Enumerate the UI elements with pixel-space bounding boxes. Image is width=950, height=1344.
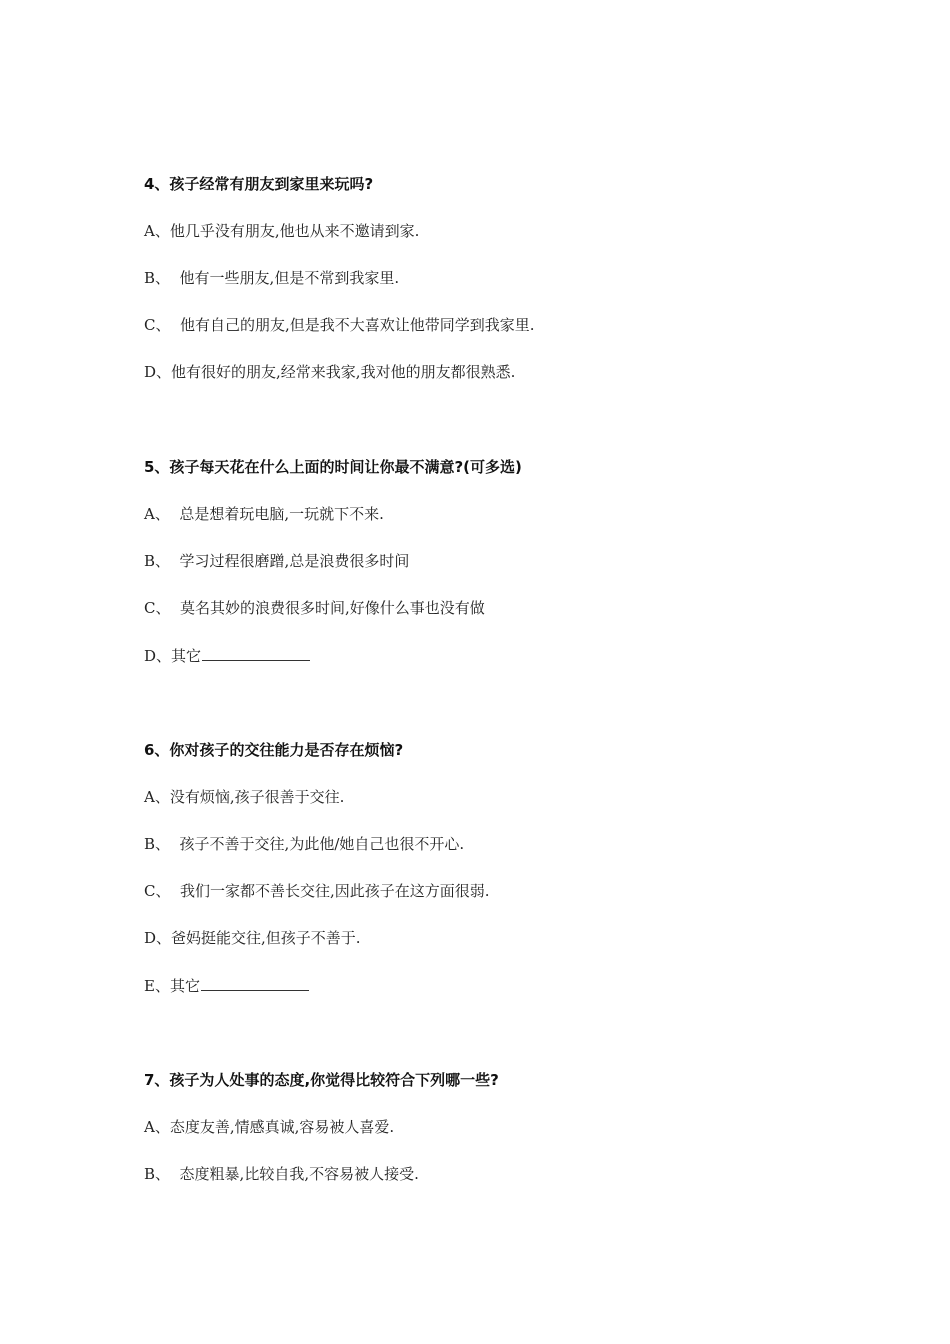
- question-4-title: 4、孩子经常有朋友到家里来玩吗?: [144, 175, 374, 193]
- question-7-option-b: B、 态度粗暴,比较自我,不容易被人接受.: [144, 1165, 419, 1183]
- question-5-option-d-label: D、其它: [144, 647, 202, 665]
- question-5-option-b: B、 学习过程很磨蹭,总是浪费很多时间: [144, 552, 410, 570]
- fill-in-blank-line: [202, 645, 310, 661]
- question-7-title: 7、孩子为人处事的态度,你觉得比较符合下列哪一些?: [144, 1071, 499, 1089]
- question-6-option-e-label: E、其它: [144, 977, 200, 995]
- question-4-option-d: D、他有很好的朋友,经常来我家,我对他的朋友都很熟悉.: [144, 363, 516, 381]
- question-7-option-a: A、态度友善,情感真诚,容易被人喜爱.: [144, 1118, 395, 1136]
- question-6-option-c: C、 我们一家都不善长交往,因此孩子在这方面很弱.: [144, 882, 490, 900]
- question-4-option-a: A、他几乎没有朋友,他也从来不邀请到家.: [144, 222, 420, 240]
- question-5-option-a: A、 总是想着玩电脑,一玩就下不来.: [144, 505, 384, 523]
- question-5-option-c: C、 莫名其妙的浪费很多时间,好像什么事也没有做: [144, 599, 485, 617]
- question-4-option-b: B、 他有一些朋友,但是不常到我家里.: [144, 269, 400, 287]
- fill-in-blank-line: [201, 975, 309, 991]
- question-6-title: 6、你对孩子的交往能力是否存在烦恼?: [144, 741, 404, 759]
- question-6-option-a: A、没有烦恼,孩子很善于交往.: [144, 788, 345, 806]
- question-5-option-d: [144, 645, 310, 665]
- question-4-option-c: C、 他有自己的朋友,但是我不大喜欢让他带同学到我家里.: [144, 316, 535, 334]
- question-6-option-d: D、爸妈挺能交往,但孩子不善于.: [144, 929, 361, 947]
- question-6-option-e: [144, 975, 309, 995]
- question-5-title: 5、孩子每天花在什么上面的时间让你最不满意?(可多选): [144, 458, 522, 476]
- question-6-option-b: B、 孩子不善于交往,为此他/她自己也很不开心.: [144, 835, 465, 853]
